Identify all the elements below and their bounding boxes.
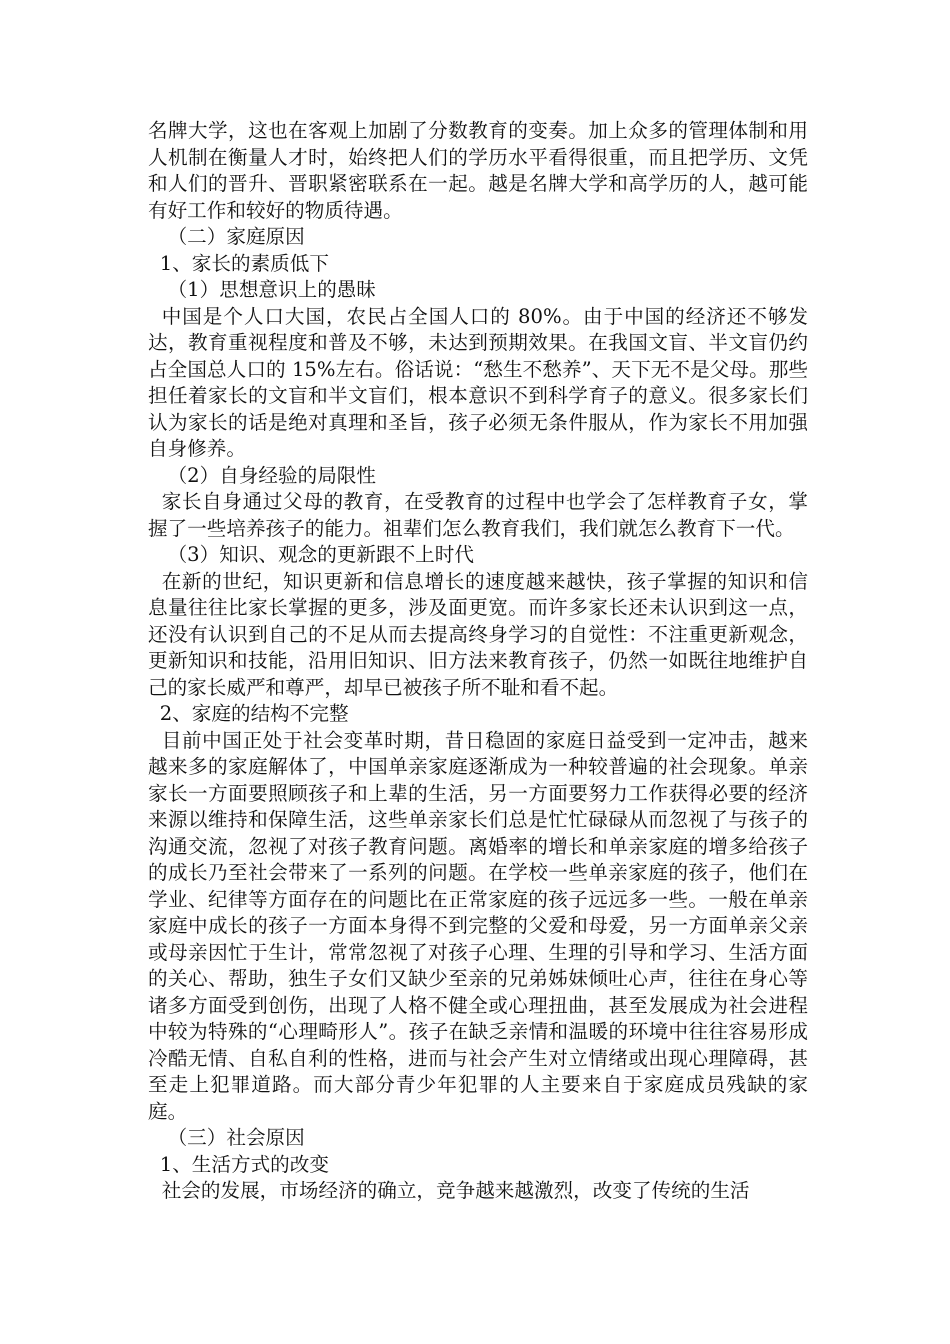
document-body [148,118,808,1205]
paragraph: 家长自身通过父母的教育，在受教育的过程中也学会了怎样教育子女，掌握了一些培养孩子的能力。祖辈们怎么教育我们，我们就怎么教育下一代。 [148,490,808,540]
subheading-knowledge-update: （3）知识、观念的更新跟不上时代 [167,543,474,566]
paragraph: 在新的世纪，知识更新和信息增长的速度越来越快，孩子掌握的知识和信息量往往比家长掌握的更多，涉及面更宽。而许多家长还未认识到这一点，还没有认识到自己的不足从而去提高终身学习的自觉性：不注重更新观念，更新知识和技能，沿用旧知识、旧方法来教育孩子，仍然一如既往地维护自己的家长威严和尊严，却早已被孩子所不耻和看不起。 [148,569,808,699]
subheading-parent-quality: 1、家长的素质低下 [159,251,329,275]
section-heading-social-causes: （三）社会原因 [167,1126,305,1149]
section-heading-family-causes: （二）家庭原因 [167,225,305,248]
subheading-family-structure: 2、家庭的结构不完整 [159,702,349,725]
paragraph-continued: 名牌大学，这也在客观上加剧了分数教育的变奏。加上众多的管理体制和用人机制在衡量人才时，始终把人们的学历水平看得很重，而且把学历、文凭和人们的晋升、晋职紧密联系在一起。越是名牌大学和高学历的人，越可能有好工作和较好的物质待遇。 [148,119,808,222]
paragraph: 社会的发展，市场经济的确立，竞争越来越激烈，改变了传统的生活 [161,1179,750,1202]
paragraph: 中国是个人口大国，农民占全国人口的 80%。由于中国的经济还不够发达，教育重视程度和普及不够，未达到预期效果。在我国文盲、半文盲仍约占全国总人口的 15%左右。俗话说：“愁生不愁养”、天下无不是父母。那些担任着家长的文盲和半文盲们，根本意识不到科学育子的意义。很多家长们认为家长的话是绝对真理和圣旨，孩子必须无条件服从，作为家长不用加强自身修养。 [148,304,808,460]
subheading-experience-limits: （2）自身经验的局限性 [167,463,376,487]
paragraph: 目前中国正处于社会变革时期，昔日稳固的家庭日益受到一定冲击，越来越来多的家庭解体了，中国单亲家庭逐渐成为一种较普遍的社会现象。单亲家长一方面要照顾孩子和上辈的生活，另一方面要努力工作获得必要的经济来源以维持和保障生活，这些单亲家长们总是忙忙碌碌从而忽视了与孩子的沟通交流，忽视了对孩子教育问题。离婚率的增长和单亲家庭的增多给孩子的成长乃至社会带来了一系列的问题。在学校一些单亲家庭的孩子，他们在学业、纪律等方面存在的问题比在正常家庭的孩子远远多一些。一般在单亲家庭中成长的孩子一方面本身得不到完整的父爱和母爱，另一方面单亲父亲或母亲因忙于生计，常常忽视了对孩子心理、生理的引导和学习、生活方面的关心、帮助，独生子女们又缺少至亲的兄弟姊妹倾吐心声，往往在身心等诸多方面受到创伤，出现了人格不健全或心理扭曲，甚至发展成为社会进程中较为特殊的“心理畸形人”。孩子在缺乏亲情和温暖的环境中往往容易形成冷酷无情、自私自利的性格，进而与社会产生对立情绪或出现心理障碍，甚至走上犯罪道路。而大部分青少年犯罪的人主要来自于家庭成员残缺的家庭。 [148,728,808,1123]
subheading-ignorance: （1）思想意识上的愚昧 [167,278,376,301]
subheading-lifestyle-change: 1、生活方式的改变 [159,1152,329,1176]
